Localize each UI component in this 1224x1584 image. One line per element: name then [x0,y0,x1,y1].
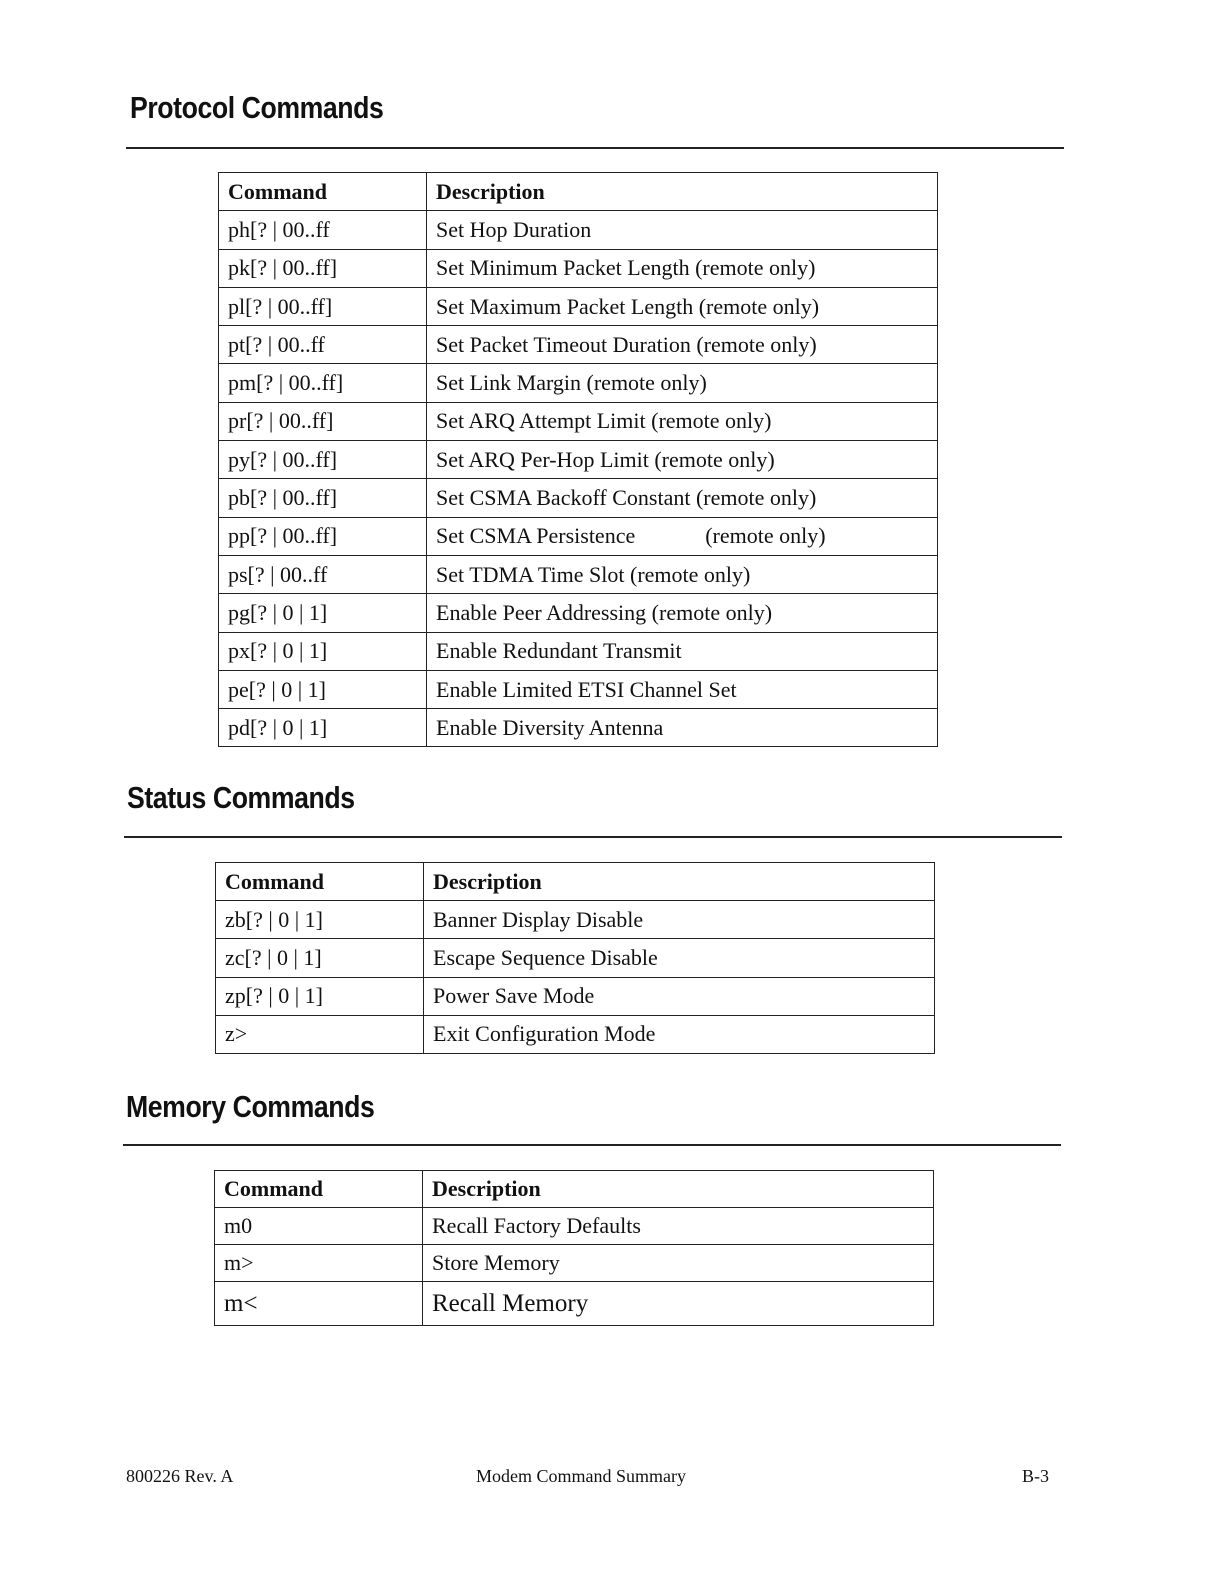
status-section-title: Status Commands [127,780,355,815]
command-cell: pm[? | 00..ff] [219,364,427,402]
command-cell: pd[? | 0 | 1] [219,709,427,747]
command-column-header: Command [219,173,427,211]
status-commands-table [215,862,935,1054]
description-cell: Set Hop Duration [427,211,938,249]
table-row [219,364,938,402]
description-cell [427,517,938,555]
description-column-header: Description [427,173,938,211]
description-cell: Enable Redundant Transmit [427,632,938,670]
command-cell: zb[? | 0 | 1] [216,901,424,939]
command-column-header: Command [215,1171,423,1208]
command-cell: ps[? | 00..ff [219,555,427,593]
command-cell: pb[? | 00..ff] [219,479,427,517]
table-row [219,709,938,747]
description-cell: Set Link Margin (remote only) [427,364,938,402]
command-cell: pr[? | 00..ff] [219,402,427,440]
table-row [219,441,938,479]
command-cell: pg[? | 0 | 1] [219,594,427,632]
description-cell: Set ARQ Per-Hop Limit (remote only) [427,441,938,479]
footer-doc-number: 800226 Rev. A [126,1466,234,1486]
table-row [219,555,938,593]
description-cell: Recall Memory [423,1282,934,1326]
command-cell: pl[? | 00..ff] [219,287,427,325]
command-cell: zc[? | 0 | 1] [216,939,424,977]
command-cell: m> [215,1245,423,1282]
table-header-row [216,863,935,901]
footer-title: Modem Command Summary [476,1466,686,1486]
description-cell: Set Packet Timeout Duration (remote only) [427,326,938,364]
status-section-rule [124,836,1062,838]
table-row [219,479,938,517]
table-row [215,1282,934,1326]
command-cell: zp[? | 0 | 1] [216,977,424,1015]
footer-page-number: B-3 [1022,1466,1049,1486]
protocol-section-rule [126,147,1064,149]
table-row [215,1245,934,1282]
description-cell: Set Minimum Packet Length (remote only) [427,249,938,287]
memory-section-rule [123,1144,1061,1146]
command-cell: pe[? | 0 | 1] [219,670,427,708]
description-text: Set CSMA Persistence [436,523,636,549]
protocol-section-title: Protocol Commands [130,90,384,125]
command-cell: py[? | 00..ff] [219,441,427,479]
command-cell: pp[? | 00..ff] [219,517,427,555]
description-note: (remote only) [705,523,826,549]
description-cell: Exit Configuration Mode [424,1015,935,1053]
table-header-row [215,1171,934,1208]
description-cell: Enable Peer Addressing (remote only) [427,594,938,632]
description-cell: Set CSMA Backoff Constant (remote only) [427,479,938,517]
table-row [219,670,938,708]
command-cell: m< [215,1282,423,1326]
command-cell: pk[? | 00..ff] [219,249,427,287]
table-row [219,594,938,632]
table-row [219,211,938,249]
description-column-header: Description [423,1171,934,1208]
description-cell: Enable Diversity Antenna [427,709,938,747]
description-cell: Power Save Mode [424,977,935,1015]
description-column-header: Description [424,863,935,901]
description-cell: Recall Factory Defaults [423,1208,934,1245]
command-cell: ph[? | 00..ff [219,211,427,249]
table-row [219,287,938,325]
description-cell: Set ARQ Attempt Limit (remote only) [427,402,938,440]
table-row [219,632,938,670]
protocol-commands-table [218,172,938,747]
table-row [219,326,938,364]
table-row [219,402,938,440]
table-row [216,901,935,939]
description-cell: Set TDMA Time Slot (remote only) [427,555,938,593]
description-cell: Escape Sequence Disable [424,939,935,977]
description-cell: Banner Display Disable [424,901,935,939]
table-row [216,939,935,977]
table-row [219,517,938,555]
command-cell: m0 [215,1208,423,1245]
table-header-row [219,173,938,211]
memory-section-title: Memory Commands [126,1089,375,1124]
table-row [215,1208,934,1245]
table-row [216,977,935,1015]
table-row [219,249,938,287]
description-cell: Set Maximum Packet Length (remote only) [427,287,938,325]
command-cell: z> [216,1015,424,1053]
description-cell: Store Memory [423,1245,934,1282]
table-row [216,1015,935,1053]
command-cell: px[? | 0 | 1] [219,632,427,670]
description-cell: Enable Limited ETSI Channel Set [427,670,938,708]
command-cell: pt[? | 00..ff [219,326,427,364]
memory-commands-table [214,1170,934,1326]
command-column-header: Command [216,863,424,901]
